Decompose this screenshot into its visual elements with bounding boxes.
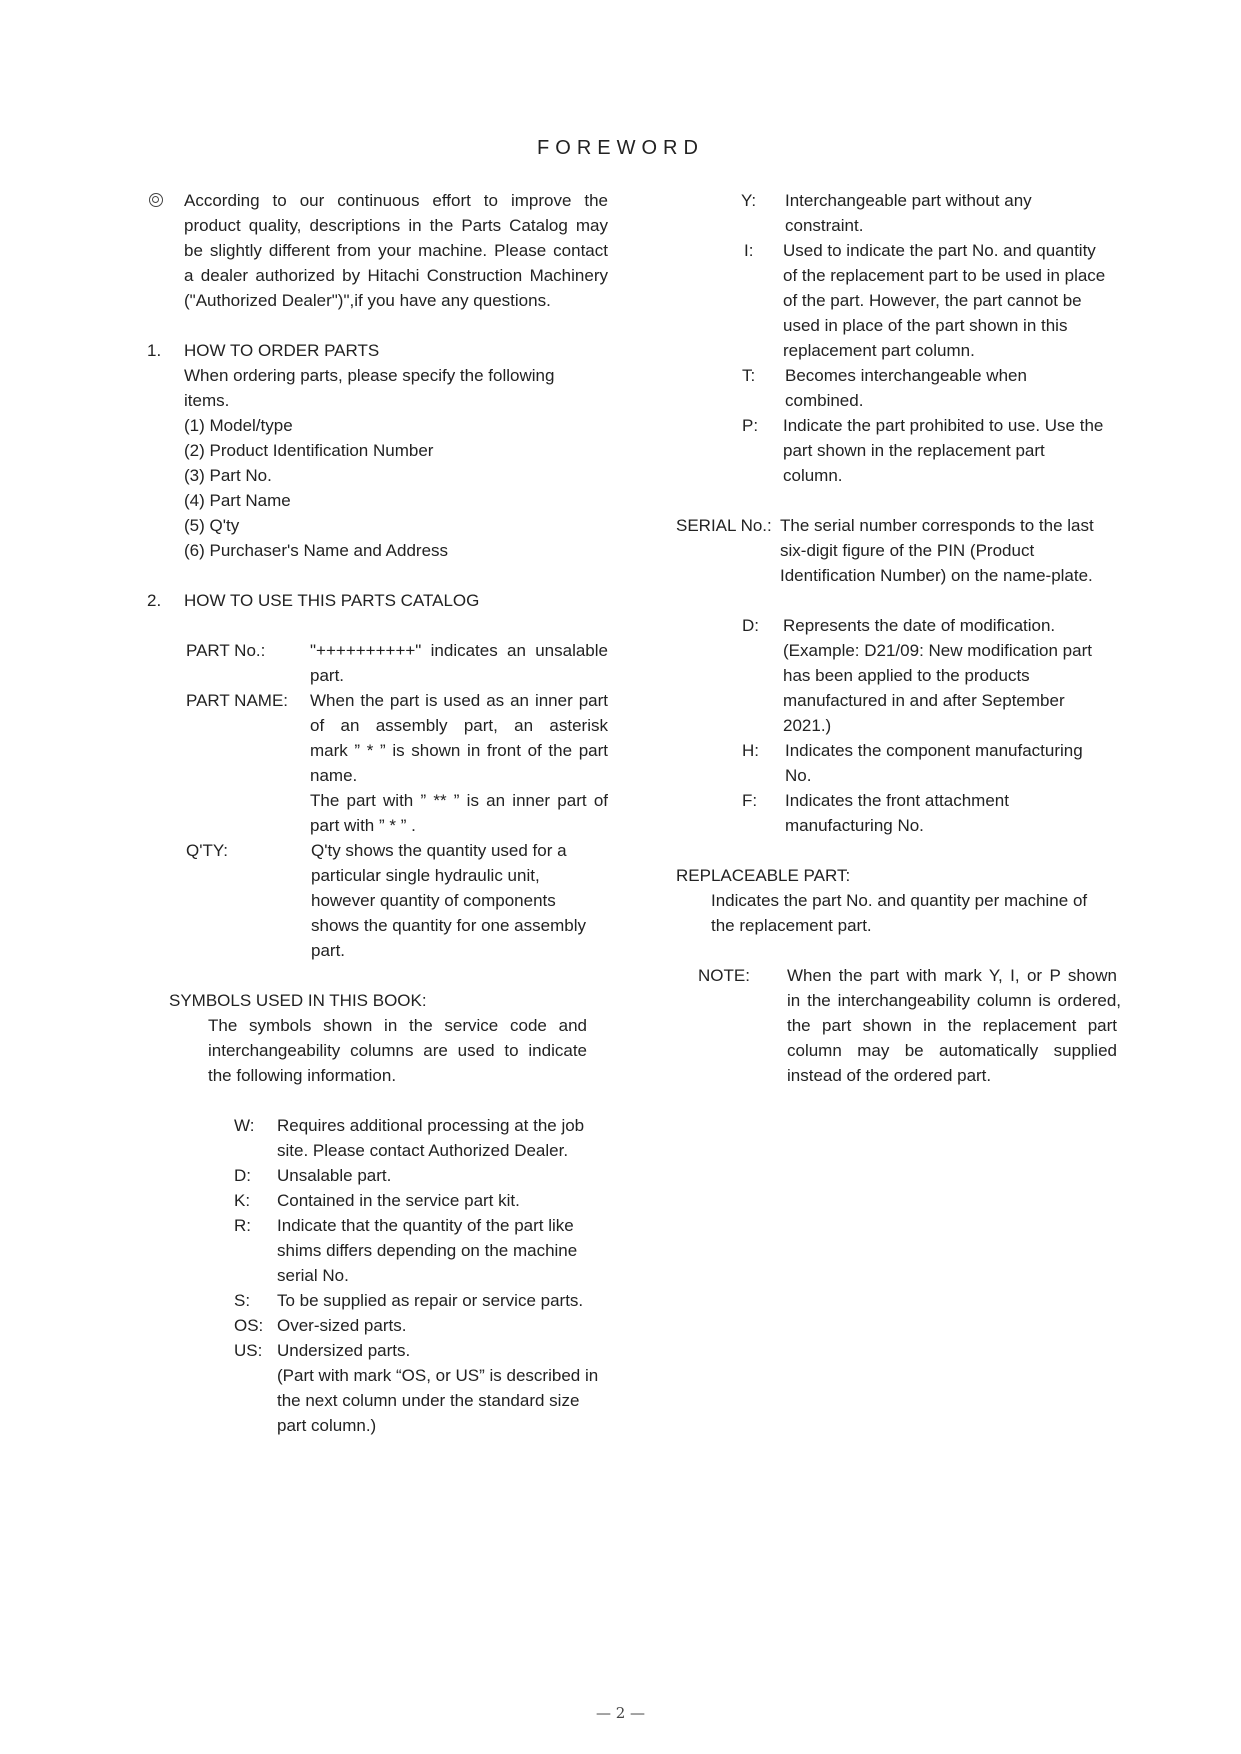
order-item: (2) Product Identification Number: [184, 441, 434, 460]
serial-code-text: No.: [785, 766, 812, 785]
serial-code: D:: [742, 616, 759, 635]
order-item: (6) Purchaser's Name and Address: [184, 541, 449, 560]
part-name-text: The part with ” ** ” is an inner part of: [310, 791, 608, 810]
symbol-text: Contained in the service part kit.: [277, 1191, 520, 1210]
serial-code-text: manufactured in and after September: [783, 691, 1065, 710]
replaceable-text: Indicates the part No. and quantity per machine of: [711, 891, 1088, 910]
symbol-text: Indicate that the quantity of the part like: [277, 1216, 574, 1235]
symbol-text: part column.): [277, 1416, 377, 1435]
part-name-text: mark ” * ” is shown in front of the part: [310, 741, 608, 760]
interchange-text: of the part. However, the part cannot be: [783, 291, 1082, 310]
interchange-text: combined.: [785, 391, 864, 410]
qty-text: shows the quantity for one assembly: [311, 916, 586, 935]
page-title: FOREWORD: [537, 137, 704, 159]
part-name-text: name.: [310, 766, 358, 785]
symbols-heading: SYMBOLS USED IN THIS BOOK:: [169, 991, 427, 1010]
serial-code-text: (Example: D21/09: New modification part: [783, 641, 1092, 660]
qty-text: particular single hydraulic unit,: [311, 866, 540, 885]
qty-label: Q'TY:: [186, 841, 228, 860]
symbol-text: site. Please contact Authorized Dealer.: [277, 1141, 569, 1160]
symbols-desc: The symbols shown in the service code and: [208, 1016, 587, 1035]
serial-label: SERIAL No.:: [676, 516, 772, 535]
symbol-code: D:: [234, 1166, 251, 1185]
interchange-text: Interchangeable part without any: [785, 191, 1032, 210]
symbols-desc: interchangeability columns are used to indicate: [208, 1041, 587, 1060]
serial-code-text: Represents the date of modification.: [783, 616, 1056, 635]
serial-code-text: manufacturing No.: [785, 816, 924, 835]
symbol-text: Unsalable part.: [277, 1166, 392, 1185]
interchange-text: replacement part column.: [783, 341, 975, 360]
section-desc: When ordering parts, please specify the following: [184, 366, 555, 385]
symbol-code: S:: [234, 1291, 251, 1310]
part-name-text: of an assembly part, an asterisk: [310, 716, 608, 735]
note-text: instead of the ordered part.: [787, 1066, 992, 1085]
order-item: (5) Q'ty: [184, 516, 240, 535]
intro-line: product quality, descriptions in the Parts Catalog may: [184, 216, 608, 235]
serial-code-text: Indicates the component manufacturing: [785, 741, 1083, 760]
interchange-code: Y:: [741, 191, 757, 210]
symbol-text: shims differs depending on the machine: [277, 1241, 578, 1260]
symbol-code: US:: [234, 1341, 263, 1360]
part-no-text: part.: [310, 666, 345, 685]
part-name-text: part with ” * ” .: [310, 816, 416, 835]
intro-bullet-icon: [149, 193, 163, 207]
intro-line: a dealer authorized by Hitachi Construction Machinery: [184, 266, 608, 285]
symbol-code: W:: [234, 1116, 255, 1135]
symbol-code: R:: [234, 1216, 251, 1235]
section-heading: HOW TO USE THIS PARTS CATALOG: [184, 591, 480, 610]
part-name-text: When the part is used as an inner part: [310, 691, 608, 710]
note-text: in the interchangeability column is ordered,: [787, 991, 1121, 1010]
part-name-label: PART NAME:: [186, 691, 289, 710]
qty-text: Q'ty shows the quantity used for a: [311, 841, 567, 860]
section-desc: items.: [184, 391, 230, 410]
note-text: column may be automatically supplied: [787, 1041, 1117, 1060]
symbol-code: OS:: [234, 1316, 264, 1335]
intro-line: be slightly different from your machine. Please contact: [184, 241, 608, 260]
interchange-text: Indicate the part prohibited to use. Use the: [783, 416, 1104, 435]
note-text: When the part with mark Y, I, or P shown: [787, 966, 1117, 985]
section-heading: HOW TO ORDER PARTS: [184, 341, 380, 360]
symbol-text: (Part with mark “OS, or US” is described in: [277, 1366, 599, 1385]
symbol-text: Undersized parts.: [277, 1341, 411, 1360]
serial-text: six-digit figure of the PIN (Product: [780, 541, 1035, 560]
symbol-text: Over-sized parts.: [277, 1316, 407, 1335]
order-item: (4) Part Name: [184, 491, 291, 510]
serial-code-text: 2021.): [783, 716, 832, 735]
interchange-code: T:: [742, 366, 756, 385]
note-label: NOTE:: [698, 966, 750, 985]
qty-text: however quantity of components: [311, 891, 556, 910]
symbol-code: K:: [234, 1191, 251, 1210]
serial-code-text: Indicates the front attachment: [785, 791, 1009, 810]
serial-code: H:: [742, 741, 759, 760]
intro-line: ("Authorized Dealer")",if you have any questions.: [184, 291, 551, 310]
symbols-desc: the following information.: [208, 1066, 397, 1085]
intro-line: According to our continuous effort to improve the: [184, 191, 608, 210]
interchange-text: of the replacement part to be used in place: [783, 266, 1106, 285]
interchange-text: column.: [783, 466, 843, 485]
symbol-text: Requires additional processing at the job: [277, 1116, 585, 1135]
symbol-text: To be supplied as repair or service parts.: [277, 1291, 584, 1310]
interchange-code: P:: [742, 416, 759, 435]
symbol-text: serial No.: [277, 1266, 349, 1285]
symbol-text: the next column under the standard size: [277, 1391, 580, 1410]
note-text: the part shown in the replacement part: [787, 1016, 1117, 1035]
serial-text: Identification Number) on the name-plate.: [780, 566, 1093, 585]
part-no-text: "++++++++++" indicates an unsalable: [310, 641, 608, 660]
replaceable-text: the replacement part.: [711, 916, 872, 935]
interchange-code: I:: [744, 241, 754, 260]
order-item: (1) Model/type: [184, 416, 293, 435]
qty-text: part.: [311, 941, 346, 960]
section-number: 2.: [147, 591, 162, 610]
interchange-text: part shown in the replacement part: [783, 441, 1045, 460]
serial-code-text: has been applied to the products: [783, 666, 1030, 685]
replaceable-heading: REPLACEABLE PART:: [676, 866, 851, 885]
interchange-text: used in place of the part shown in this: [783, 316, 1068, 335]
page-number: — 2 —: [595, 1704, 646, 1722]
section-number: 1.: [147, 341, 162, 360]
part-no-label: PART No.:: [186, 641, 266, 660]
interchange-text: Used to indicate the part No. and quantity: [783, 241, 1096, 260]
order-item: (3) Part No.: [184, 466, 272, 485]
interchange-text: Becomes interchangeable when: [785, 366, 1027, 385]
serial-text: The serial number corresponds to the last: [780, 516, 1094, 535]
interchange-text: constraint.: [785, 216, 864, 235]
serial-code: F:: [742, 791, 758, 810]
